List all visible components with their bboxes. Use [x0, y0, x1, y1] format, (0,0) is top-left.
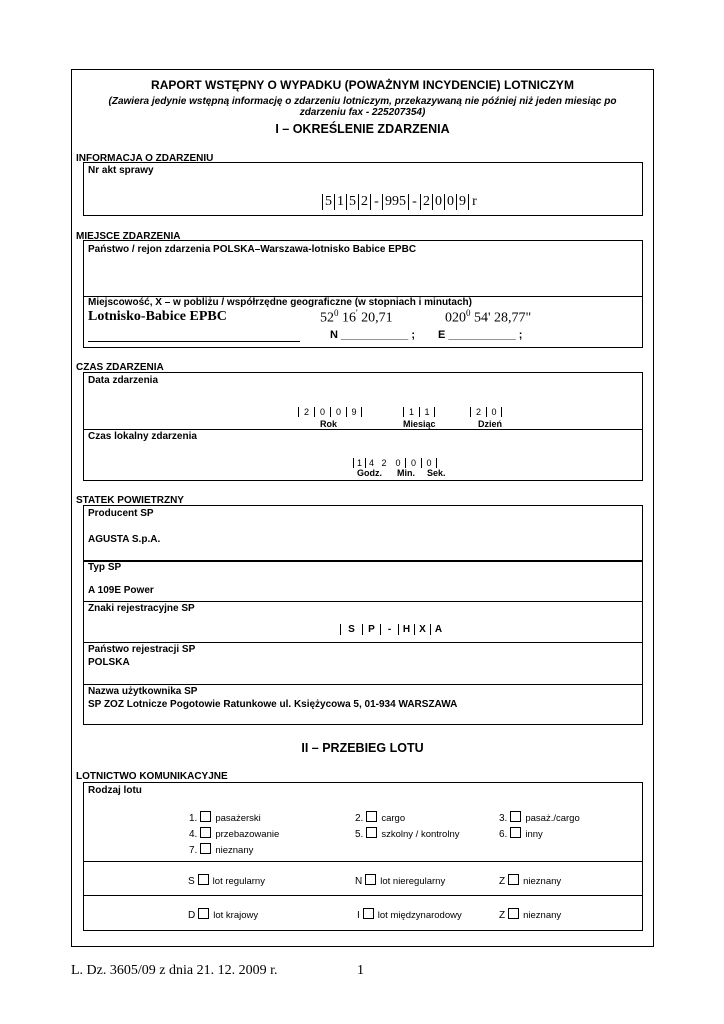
checkbox[interactable] — [198, 874, 209, 885]
case-cell: 2 — [420, 194, 432, 210]
checkbox[interactable] — [200, 843, 211, 854]
case-cell: 995 — [382, 194, 408, 210]
registration-country-value: POLSKA — [88, 657, 130, 668]
latitude-value — [320, 308, 393, 327]
locality-value: Lotnisko-Babice EPBC — [88, 309, 227, 324]
option-number: 6. — [499, 829, 508, 840]
option-passenger[interactable] — [189, 811, 261, 824]
flight-divider — [84, 861, 642, 862]
month-label: Miesiąc — [403, 419, 436, 429]
registration-char: A — [430, 624, 446, 635]
aircraft-divider — [84, 642, 642, 643]
registration-char: P — [362, 624, 380, 635]
minute-digit: 0 — [395, 458, 401, 468]
option-label: inny — [525, 829, 543, 840]
option-letter: D — [188, 910, 196, 921]
year-cells[interactable] — [298, 403, 362, 417]
option-training[interactable] — [355, 827, 460, 840]
subtitle-line-2: zdarzeniu fax - 225207354) — [299, 107, 426, 118]
checkbox[interactable] — [363, 908, 374, 919]
aircraft-box — [83, 505, 643, 725]
n-coordinate-label[interactable]: N ___________ ; — [330, 329, 416, 341]
manufacturer-label: Producent SP — [88, 508, 154, 519]
option-letter: Z — [499, 910, 506, 921]
day-digit: 2 — [470, 407, 486, 417]
option-label: przebazowanie — [215, 829, 280, 840]
checkbox[interactable] — [508, 874, 519, 885]
time-divider — [84, 429, 642, 430]
checkbox[interactable] — [508, 908, 519, 919]
day-label: Dzień — [478, 419, 503, 429]
case-cell: 0 — [432, 194, 444, 210]
aircraft-divider — [84, 560, 642, 562]
time-box — [83, 372, 643, 481]
case-cell: 9 — [456, 194, 468, 210]
aircraft-divider — [84, 684, 642, 685]
option-label: nieznany — [523, 876, 562, 887]
option-label: cargo — [381, 813, 406, 824]
option-non-regular[interactable] — [355, 874, 445, 887]
option-label: pasażerski — [215, 813, 261, 824]
subtitle-line-1: (Zawiera jedynie wstępną informację o zdarzeniu lotniczym, przekazywaną nie później niż jeden miesiąc po — [108, 96, 617, 107]
case-cell: r — [468, 194, 480, 210]
option-number: 3. — [499, 813, 508, 824]
lon-degree-mark: 0 — [466, 308, 471, 318]
registration-char: H — [398, 624, 414, 635]
second-digit: 0 — [421, 458, 437, 468]
registration-cells[interactable] — [340, 621, 464, 635]
checkbox[interactable] — [200, 811, 211, 822]
time-heading: CZAS ZDARZENIA — [76, 362, 164, 373]
option-label: lot nieregularny — [380, 876, 446, 887]
hour-digit: 1 — [353, 458, 365, 468]
manufacturer-value: AGUSTA S.p.A. — [88, 534, 161, 545]
local-time-label: Czas lokalny zdarzenia — [88, 431, 197, 442]
locality-label: Miejscowość, X – w pobliżu / współrzędne geograficzne (w stopniach i minutach) — [88, 297, 472, 308]
month-digit: 1 — [403, 407, 419, 417]
lat-degrees: 52 — [320, 310, 334, 326]
option-label: nieznany — [215, 845, 254, 856]
option-label: szkolny / kontrolny — [381, 829, 460, 840]
case-cell: 5 — [346, 194, 358, 210]
month-cells[interactable] — [403, 403, 435, 417]
lon-rest: 54' 28,77" — [474, 310, 532, 326]
checkbox[interactable] — [510, 811, 521, 822]
month-digit: 1 — [419, 407, 435, 417]
year-label: Rok — [320, 419, 338, 429]
option-unknown-scope[interactable] — [499, 908, 561, 921]
case-cell: 5 — [322, 194, 334, 210]
registration-country-label: Państwo rejestracji SP — [88, 644, 196, 655]
info-heading: INFORMACJA O ZDARZENIU — [76, 153, 214, 164]
flight-kind-box — [83, 782, 643, 931]
aircraft-divider — [84, 601, 642, 602]
hours-label: Godz. — [357, 468, 382, 478]
year-digit: 0 — [330, 407, 346, 417]
year-digit: 0 — [314, 407, 330, 417]
option-unknown-regularity[interactable] — [499, 874, 561, 887]
local-time-cells[interactable] — [353, 455, 437, 468]
option-number: 7. — [189, 845, 198, 856]
option-passenger-cargo[interactable] — [499, 811, 580, 824]
case-cell: 2 — [358, 194, 370, 210]
checkbox[interactable] — [200, 827, 211, 838]
section-title-2: II – PRZEBIEG LOTU — [301, 741, 424, 755]
aircraft-heading: STATEK POWIETRZNY — [76, 495, 184, 506]
e-coordinate-label[interactable]: E ___________ ; — [438, 329, 523, 341]
option-domestic[interactable] — [188, 908, 258, 921]
option-label: pasaż./cargo — [525, 813, 580, 824]
option-letter: I — [357, 910, 360, 921]
year-digit: 2 — [298, 407, 314, 417]
checkbox[interactable] — [198, 908, 209, 919]
option-other[interactable] — [499, 827, 543, 840]
seconds-label: Sek. — [427, 468, 446, 478]
option-label: nieznany — [523, 910, 562, 921]
case-number-cells[interactable] — [322, 194, 548, 210]
report-title: RAPORT WSTĘPNY O WYPADKU (POWAŻNYM INCYDENCIE) LOTNICZYM — [151, 78, 574, 92]
case-cell: 0 — [444, 194, 456, 210]
option-letter: N — [355, 876, 363, 887]
type-value: A 109E Power — [88, 585, 154, 596]
page-number: 1 — [357, 963, 364, 978]
country-region-label: Państwo / rejon zdarzenia POLSKA–Warszawa-lotnisko Babice EPBC — [88, 244, 417, 255]
flight-heading: LOTNICTWO KOMUNIKACYJNE — [76, 771, 228, 782]
option-number: 4. — [189, 829, 198, 840]
day-digit: 0 — [486, 407, 502, 417]
registration-char: X — [414, 624, 430, 635]
flight-divider — [84, 895, 642, 896]
option-number: 5. — [355, 829, 364, 840]
operator-value: SP ZOZ Lotnicze Pogotowie Ratunkowe ul. Księżycowa 5, 01-934 WARSZAWA — [88, 699, 458, 710]
registration-char: - — [380, 624, 398, 635]
report-subtitle — [80, 96, 645, 118]
option-international[interactable] — [357, 908, 462, 921]
date-label: Data zdarzenia — [88, 375, 159, 386]
checkbox[interactable] — [366, 811, 377, 822]
registration-char: S — [340, 624, 362, 635]
lon-degrees: 020 — [445, 310, 466, 326]
case-cell: - — [370, 194, 382, 210]
year-digit: 9 — [346, 407, 362, 417]
option-label: lot krajowy — [213, 910, 259, 921]
option-unknown[interactable] — [189, 843, 253, 856]
lat-minutes: 16 — [342, 310, 356, 326]
longitude-value — [445, 308, 531, 327]
locality-blank-line[interactable] — [88, 341, 300, 342]
lat-seconds: 20,71 — [361, 310, 393, 326]
day-cells[interactable] — [470, 403, 502, 417]
operator-label: Nazwa użytkownika SP — [88, 686, 198, 697]
option-regular[interactable] — [188, 874, 265, 887]
flight-kind-label: Rodzaj lotu — [88, 785, 142, 796]
option-relocation[interactable] — [189, 827, 279, 840]
registration-label: Znaki rejestracyjne SP — [88, 603, 195, 614]
type-label: Typ SP — [88, 562, 122, 573]
case-cell: - — [408, 194, 420, 210]
minute-digit: 2 — [381, 458, 387, 468]
place-box — [83, 240, 643, 348]
option-letter: S — [188, 876, 195, 887]
checkbox[interactable] — [366, 827, 377, 838]
section-title-1: I – OKREŚLENIE ZDARZENIA — [275, 122, 450, 136]
option-label: lot międzynarodowy — [377, 910, 462, 921]
case-cell: 1 — [334, 194, 346, 210]
second-digit: 0 — [405, 458, 421, 468]
lat-degree-mark: 0 — [334, 308, 339, 318]
lat-minute-mark: ' — [356, 308, 358, 318]
document-reference: L. Dz. 3605/09 z dnia 21. 12. 2009 r. — [71, 963, 278, 978]
case-number-label: Nr akt sprawy — [88, 165, 154, 176]
option-number: 2. — [355, 813, 364, 824]
minutes-label: Min. — [397, 468, 415, 478]
option-letter: Z — [499, 876, 506, 887]
checkbox[interactable] — [510, 827, 521, 838]
option-cargo[interactable] — [355, 811, 405, 824]
hour-digit: 4 — [365, 458, 377, 468]
option-label: lot regularny — [212, 876, 265, 887]
checkbox[interactable] — [365, 874, 376, 885]
place-heading: MIEJSCE ZDARZENIA — [76, 231, 181, 242]
case-number-box — [83, 162, 643, 216]
option-number: 1. — [189, 813, 198, 824]
